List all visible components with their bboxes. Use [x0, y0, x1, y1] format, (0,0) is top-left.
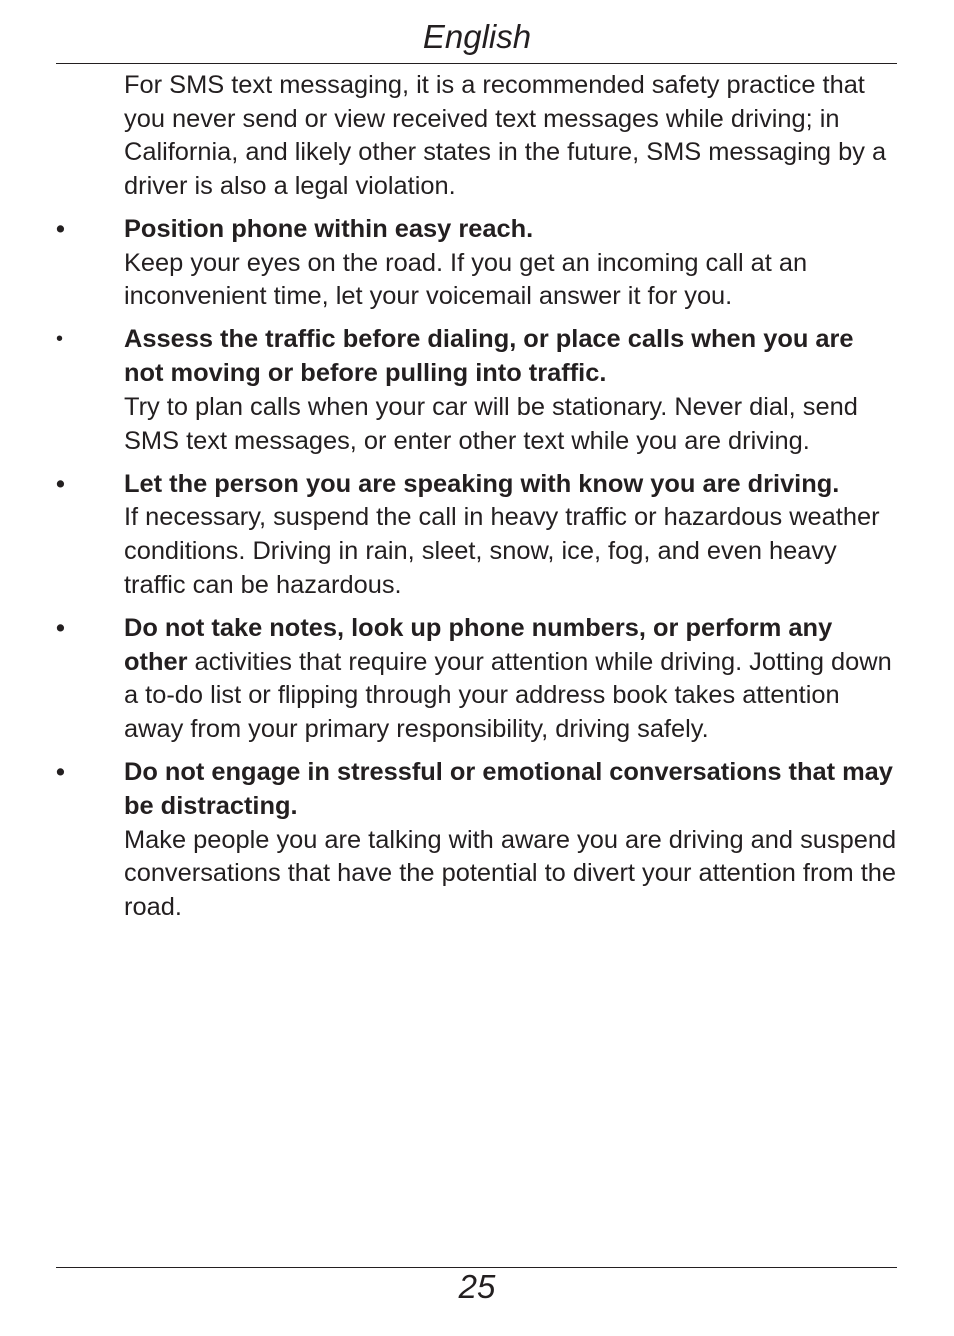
item-heading: Assess the traffic before dialing, or place calls when you are not moving or before pulling into traffic. — [124, 325, 854, 388]
header-divider — [56, 63, 897, 64]
item-body: activities that require your attention while driving. Jotting down a to-do list or flipping through your address book takes attention away from your primary responsibility, driving safely. — [124, 647, 892, 744]
item-body: Try to plan calls when your car will be stationary. Never dial, send SMS text messages, or enter other text while you are driving. — [124, 392, 858, 455]
page-content — [56, 69, 899, 934]
item-body: If necessary, suspend the call in heavy traffic or hazardous weather conditions. Driving in rain, sleet, snow, ice, fog, and even heavy traffic can be hazardous. — [124, 503, 880, 599]
page-number: 25 — [458, 1268, 496, 1305]
intro-paragraph: For SMS text messaging, it is a recommended safety practice that you never send or view received text messages while driving; in California, and likely other states in the future, SMS messaging by a driver is also a legal violation. — [124, 71, 887, 201]
bullet-marker: • — [56, 214, 65, 243]
list-item — [56, 612, 899, 747]
item-heading: Position phone within easy reach. — [124, 214, 534, 243]
item-heading: Do not engage in stressful or emotional conversations that may be distracting. — [124, 758, 893, 821]
bullet-marker: • — [56, 469, 65, 498]
list-item — [56, 213, 899, 314]
list-item — [56, 756, 899, 925]
item-heading: Let the person you are speaking with know you are driving. — [124, 469, 840, 498]
item-heading: Do not take notes, look up phone numbers, or perform any other — [124, 614, 833, 676]
item-body: Keep your eyes on the road. If you get an incoming call at an inconvenient time, let your voicemail answer it for you. — [124, 248, 808, 311]
bullet-marker: • — [56, 328, 64, 351]
list-item — [56, 323, 899, 458]
bullet-marker: • — [56, 758, 65, 787]
bullet-marker: • — [56, 614, 65, 643]
item-body: Make people you are talking with aware you are driving and suspend conversations that have the potential to divert your attention from the road. — [124, 825, 897, 922]
list-item — [56, 468, 899, 603]
page-header-title: English — [422, 18, 532, 55]
